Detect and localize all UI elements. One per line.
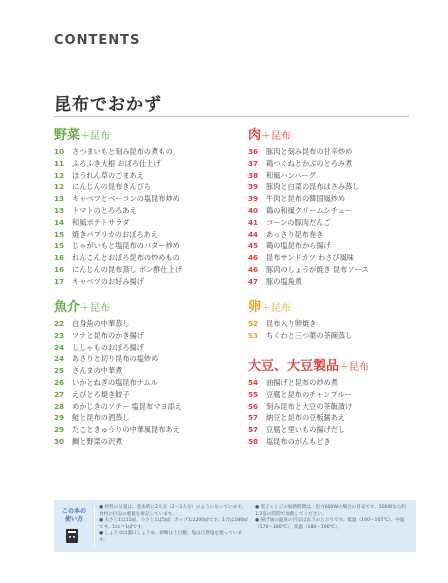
- toc-entry: [248, 229, 438, 241]
- toc-entry: [54, 365, 229, 377]
- page-number: 25: [54, 366, 65, 376]
- page-number: 15: [54, 229, 65, 239]
- section-seafood: [54, 296, 229, 448]
- section-heading: [248, 124, 438, 146]
- page-number: 30: [54, 436, 65, 446]
- recipe-title: あさりと切り昆布の塩炒め: [72, 354, 159, 364]
- toc-list: [248, 146, 438, 288]
- toc-entry: [54, 217, 229, 229]
- recipe-title: めかじきのソテー 塩昆布マヨ添え: [72, 401, 182, 411]
- toc-entry: [248, 401, 438, 413]
- page-number: 24: [54, 342, 65, 352]
- section-heading: [248, 296, 438, 318]
- toc-entry: [248, 424, 438, 436]
- toc-entry: [248, 436, 438, 448]
- recipe-title: ほうれん草のごまあえ: [72, 170, 144, 180]
- recipe-title: ししゃものおぼろ揚げ: [72, 342, 144, 352]
- toc-list: [54, 146, 229, 288]
- toc-entry: [248, 330, 438, 342]
- page-number: 29: [54, 425, 65, 435]
- section-title: 野菜: [54, 128, 81, 143]
- recipe-title: 昆布サンドカツ わさび風味: [266, 253, 354, 263]
- recipe-title: にんじんの昆布蒸し ポン酢仕上げ: [72, 264, 183, 274]
- toc-entry: [54, 389, 229, 401]
- recipe-title: 豚肉と白菜の昆布はさみ蒸し: [266, 182, 360, 192]
- page-number: 53: [248, 330, 259, 340]
- toc-entry: [54, 342, 229, 354]
- toc-entry: [54, 229, 229, 241]
- toc-entry: [248, 158, 438, 170]
- recipe-title: キャベツのお好み揚げ: [72, 276, 144, 286]
- recipe-title: 豚の塩角煮: [266, 276, 302, 286]
- recipe-title: ツナと昆布のかき揚げ: [72, 330, 144, 340]
- page-number: 12: [54, 182, 65, 192]
- how-to-use-label: この本の使い方: [61, 508, 86, 523]
- page-number: 55: [248, 389, 259, 399]
- recipe-title: 豚肉のしょうが焼き 昆布ソース: [266, 264, 369, 274]
- section-heading: [54, 296, 229, 318]
- book-icon: [64, 528, 80, 544]
- page-number: 12: [54, 170, 65, 180]
- toc-entry: [54, 193, 229, 205]
- toc-list: [248, 377, 438, 448]
- page-number: 29: [54, 413, 65, 423]
- recipe-title: 刻み昆布と大豆の茶飯漬け: [266, 401, 353, 411]
- page-number: 39: [248, 182, 259, 192]
- page-number: 17: [54, 276, 65, 286]
- section-suffix: ＋昆布: [80, 131, 111, 142]
- book-title: 昆布でおかず: [54, 95, 162, 115]
- page-number: 13: [54, 205, 65, 215]
- recipe-title: 和風ポテトサラダ: [72, 217, 130, 227]
- toc-entry: [54, 181, 229, 193]
- toc-entry: [248, 377, 438, 389]
- toc-entry: [248, 276, 438, 288]
- toc-entry: [54, 264, 229, 276]
- recipe-title: 鶏の塩昆布から揚げ: [266, 241, 331, 251]
- page-number: 54: [248, 378, 259, 387]
- page-number: 57: [248, 413, 259, 423]
- recipe-title: たこときゅうりの中華風昆布あえ: [72, 425, 180, 435]
- recipe-title: じゃがいもと塩昆布のバター炒め: [72, 241, 180, 251]
- page-number: 45: [248, 241, 259, 251]
- page-number: 26: [54, 377, 65, 387]
- section-suffix: ＋昆布: [261, 131, 292, 142]
- title-underline: [54, 116, 409, 117]
- section-suffix: ＋昆布: [80, 303, 111, 314]
- page-number: 58: [248, 436, 259, 446]
- section-suffix: ＋昆布: [261, 303, 292, 314]
- page-number: 10: [54, 147, 65, 156]
- recipe-title: あっさり昆布巻き: [266, 229, 324, 239]
- toc-entry: [54, 158, 229, 170]
- recipe-title: コーンの豚肉だんご: [266, 217, 331, 227]
- page-number: 41: [248, 217, 259, 227]
- page-number: 47: [248, 276, 259, 286]
- recipe-title: えびとろ焼き餃子: [72, 389, 130, 399]
- recipe-title: 白身魚の中華蒸し: [72, 319, 130, 328]
- footer-divider: [94, 506, 95, 546]
- page-number: 46: [248, 253, 259, 263]
- toc-entry: [54, 353, 229, 365]
- page-number: 28: [54, 401, 65, 411]
- toc-entry: [248, 412, 438, 424]
- recipe-title: 昆布入り卵焼き: [266, 319, 317, 328]
- section-soy: [248, 355, 438, 448]
- recipe-title: 鯛と野菜の沢煮: [72, 436, 123, 446]
- toc-entry: [248, 181, 438, 193]
- toc-entry: [54, 377, 229, 389]
- page-number: 16: [54, 264, 65, 274]
- note: ● しょうゆは濃口しょうゆ、砂糖は上白糖、塩は自然塩を使っています。: [99, 531, 243, 543]
- recipe-title: さつまいもと刻み昆布の煮もの: [72, 147, 173, 156]
- page-number: 15: [54, 241, 65, 251]
- page-number: 11: [54, 158, 65, 168]
- contents-heading: CONTENTS: [54, 33, 141, 48]
- toc-entry: [248, 389, 438, 401]
- recipe-title: 油揚げと昆布の炒め煮: [266, 378, 338, 387]
- page-number: 39: [248, 194, 259, 204]
- recipe-title: にんじんの昆布きんぴら: [72, 182, 152, 192]
- toc-entry: [54, 412, 229, 424]
- toc-entry: [54, 401, 229, 413]
- section-eggs: [248, 296, 438, 342]
- how-to-use-box: [54, 500, 416, 552]
- toc-entry: [248, 240, 438, 252]
- page-number: 37: [248, 158, 259, 168]
- recipe-title: 鶏の和風クリームシチュー: [266, 205, 353, 215]
- page-number: 24: [54, 354, 65, 364]
- note: ● 電子レンジの加熱時間は、出力600Wの場合の目安です。500Wなら約1.2倍の時間で加熱してください。: [255, 505, 406, 517]
- toc-entry: [248, 193, 438, 205]
- recipe-title: 和風ハンバーグ: [266, 170, 316, 180]
- recipe-title: いかとねぎの塩昆布ナムル: [72, 377, 158, 387]
- page-number: 36: [248, 147, 259, 156]
- toc-entry: [54, 424, 229, 436]
- toc-entry: [54, 146, 229, 158]
- recipe-title: ちくわと三つ葉の茶碗蒸し: [266, 330, 353, 340]
- toc-entry: [248, 217, 438, 229]
- recipe-title: れんこんとおぼろ昆布の炒めもの: [72, 253, 180, 263]
- page-number: 44: [248, 229, 259, 239]
- recipe-title: 豆腐と里いもの揚げだし: [266, 425, 346, 435]
- toc-entry: [248, 264, 438, 276]
- page-number: 56: [248, 401, 259, 411]
- section-heading: [54, 124, 229, 146]
- toc-list: [54, 318, 229, 448]
- recipe-title: 塩昆布のがんもどき: [266, 436, 331, 446]
- toc-entry: [248, 146, 438, 158]
- page-number: 14: [54, 217, 65, 227]
- recipe-title: 鮭と昆布の酒蒸し: [72, 413, 130, 423]
- section-heading: [248, 355, 438, 377]
- section-suffix: ＋昆布: [339, 362, 370, 373]
- recipe-title: 納豆と昆布の豆板醤あえ: [266, 413, 346, 423]
- recipe-title: トマトのとろろあえ: [72, 205, 137, 215]
- recipe-title: 豚肉と刻み昆布の甘辛炒め: [266, 147, 353, 156]
- page-number: 52: [248, 319, 259, 328]
- recipe-title: さんまの中華煮: [72, 366, 123, 376]
- toc-entry: [54, 318, 229, 330]
- note: ● 揚げ油の温度の目安は以下のとおりです。低温（160〜165℃）、中温（170〜180℃）、高温（180〜190℃）。: [255, 518, 405, 530]
- toc-entry: [248, 252, 438, 264]
- section-vegetables: [54, 124, 229, 288]
- page-number: 27: [54, 389, 65, 399]
- toc-entry: [248, 205, 438, 217]
- notes-left: [99, 505, 249, 545]
- toc-entry: [54, 205, 229, 217]
- page-number: 23: [54, 330, 65, 340]
- page-number: 46: [248, 264, 259, 274]
- recipe-title: ふろふき大根 おぼろ仕上げ: [72, 158, 161, 168]
- page-number: 22: [54, 319, 65, 328]
- notes-right: [255, 505, 410, 531]
- section-title: 卵: [248, 300, 262, 315]
- toc-entry: [248, 318, 438, 330]
- toc-entry: [54, 252, 229, 264]
- toc-entry: [54, 436, 229, 448]
- page-number: 16: [54, 253, 65, 263]
- page-number: 13: [54, 194, 65, 204]
- page-number: 38: [248, 170, 259, 180]
- section-title: 肉: [248, 128, 262, 143]
- recipe-title: 牛肉と昆布の韓国風炒め: [266, 194, 346, 204]
- section-title: 大豆、大豆製品: [248, 359, 340, 374]
- note: ● 材料の分量は、基本的に2人分（2〜3人分）のようになっています。食材の目安の重量を併記しています。: [99, 505, 247, 517]
- page-number: 40: [248, 205, 259, 215]
- section-meat: [248, 124, 438, 288]
- recipe-title: 鶏つくねとかぶのとろみ煮: [266, 158, 353, 168]
- toc-entry: [54, 276, 229, 288]
- recipe-title: 豆腐と昆布のチャンプルー: [266, 389, 352, 399]
- toc-list: [248, 318, 438, 342]
- section-title: 魚介: [54, 300, 81, 315]
- toc-entry: [248, 170, 438, 182]
- note: ● 大さじ1は15㎖、小さじ1は5㎖、カップ1は200㎖です。1合は180㎖です。1cc＝1㎖です。: [99, 518, 248, 530]
- toc-entry: [54, 170, 229, 182]
- toc-entry: [54, 330, 229, 342]
- toc-entry: [54, 240, 229, 252]
- page-number: 57: [248, 425, 259, 435]
- recipe-title: キャベツとベーコンの塩昆布炒め: [72, 194, 180, 204]
- recipe-title: 焼きパプリカのおぼろあえ: [72, 229, 158, 239]
